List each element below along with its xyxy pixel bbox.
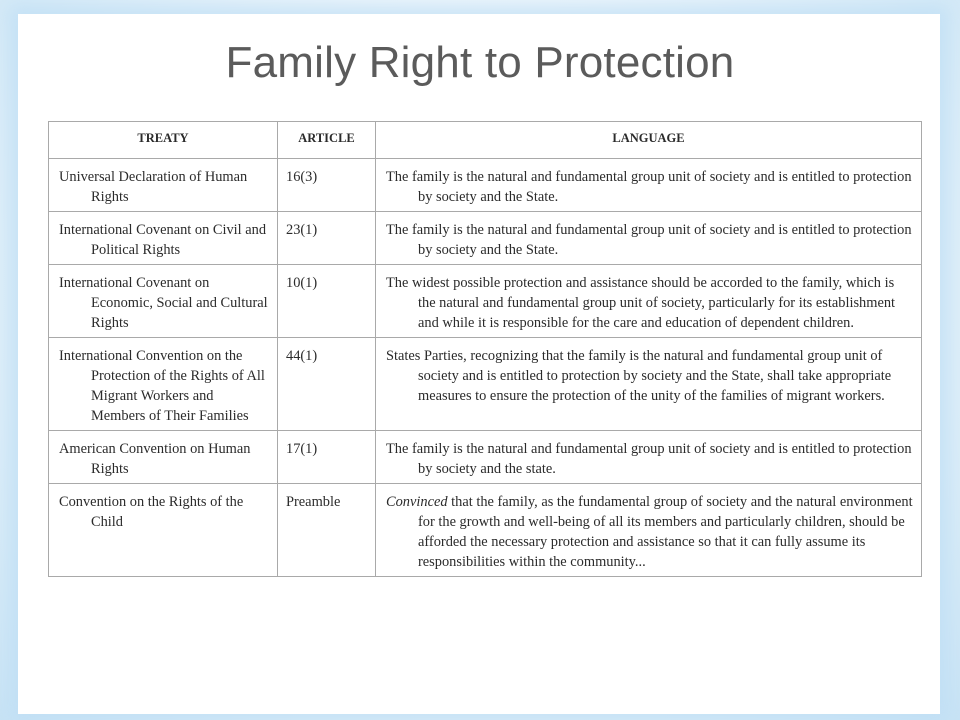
table-row <box>49 212 922 265</box>
article-cell: 44(1) <box>278 338 376 431</box>
column-header-article: ARTICLE <box>278 122 376 159</box>
treaty-cell: Convention on the Rights of the Child <box>49 484 278 577</box>
language-cell: The family is the natural and fundamental group unit of society and is entitled to protection by society and the State. <box>376 212 922 265</box>
table-row <box>49 159 922 212</box>
table-row <box>49 338 922 431</box>
column-header-treaty: TREATY <box>49 122 278 159</box>
article-cell: 17(1) <box>278 431 376 484</box>
column-header-language: LANGUAGE <box>376 122 922 159</box>
page-title: Family Right to Protection <box>225 38 735 87</box>
table-row <box>49 265 922 338</box>
treaty-cell: International Covenant on Civil and Political Rights <box>49 212 278 265</box>
treaty-cell: American Convention on Human Rights <box>49 431 278 484</box>
treaty-cell: International Covenant on Economic, Social and Cultural Rights <box>49 265 278 338</box>
article-cell: Preamble <box>278 484 376 577</box>
language-cell <box>376 484 922 577</box>
language-cell: The widest possible protection and assistance should be accorded to the family, which is the natural and fundamental group unit of society, particularly for its establishment and while it is responsible for the care and education of dependent children. <box>376 265 922 338</box>
article-cell: 23(1) <box>278 212 376 265</box>
treaty-cell: International Convention on the Protection of the Rights of All Migrant Workers and Members of Their Families <box>49 338 278 431</box>
table-row <box>49 431 922 484</box>
language-emphasis: Convinced <box>386 494 448 510</box>
treaty-cell: Universal Declaration of Human Rights <box>49 159 278 212</box>
article-cell: 16(3) <box>278 159 376 212</box>
language-cell: States Parties, recognizing that the family is the natural and fundamental group unit of society and is entitled to protection by society and the State, shall take appropriate measures to ensure the protection of the unity of the families of migrant workers. <box>376 338 922 431</box>
language-cell: The family is the natural and fundamental group unit of society and is entitled to protection by society and the state. <box>376 431 922 484</box>
table-row <box>49 484 922 577</box>
language-cell: The family is the natural and fundamental group unit of society and is entitled to protection by society and the State. <box>376 159 922 212</box>
treaty-table <box>48 121 922 577</box>
article-cell: 10(1) <box>278 265 376 338</box>
table-header-row <box>49 122 922 159</box>
language-text: that the family, as the fundamental group of society and the natural environment for the growth and well-being of all its members and particularly children, should be afforded the necessary protection and assistance so that it can fully assume its responsibilities within the community... <box>418 494 913 570</box>
